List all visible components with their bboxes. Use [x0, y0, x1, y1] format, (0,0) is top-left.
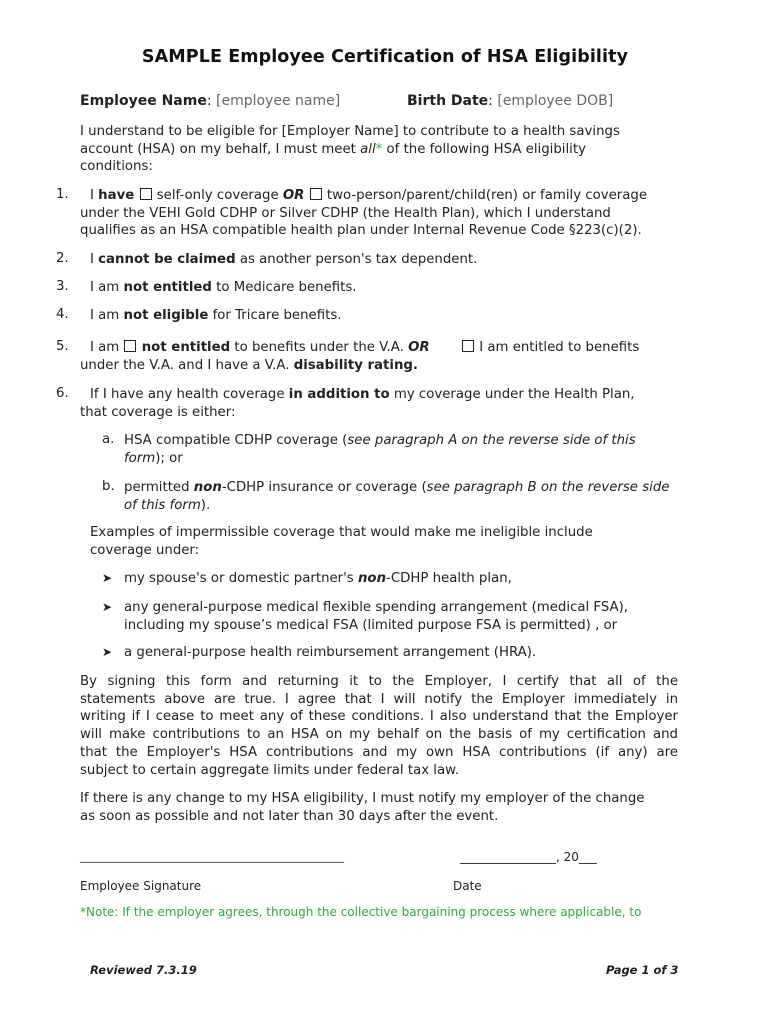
- self-only-checkbox[interactable]: [140, 188, 152, 200]
- intro-line: I understand to be eligible for [Employer Name] to contribute to a health savings: [80, 124, 620, 139]
- signature-line[interactable]: ________________________________________________: [80, 850, 344, 863]
- example-bullet-3: a general-purpose health reimbursement arrangement (HRA).: [124, 645, 537, 660]
- example-bullet-1: my spouse's or domestic partner's non-CDHP health plan,: [124, 571, 512, 586]
- family-coverage-checkbox[interactable]: [310, 188, 322, 200]
- condition-item-1: I have self-only coverage OR two-person/parent/child(ren) or family coverage under the VEHI Gold CDHP or Silver CDHP (the Health Plan), which I understand qualifies as an HSA compatible health plan under Internal Revenue Code §223(c)(2).: [80, 188, 648, 239]
- employee-name-label: Employee Name: [80, 93, 207, 109]
- footnote: *Note: If the employer agrees, through the collective bargaining process where applicable, to: [80, 905, 642, 919]
- condition-item-3: I am not entitled to Medicare benefits.: [90, 280, 357, 295]
- asterisk: *: [375, 141, 383, 157]
- sub-item-a: HSA compatible CDHP coverage (see paragraph A on the reverse side of this form); or: [124, 433, 636, 466]
- item-number: 2.: [56, 251, 69, 266]
- all-emphasis: all: [360, 141, 376, 157]
- arrow-bullet-icon: ➤: [102, 571, 113, 585]
- birth-date-placeholder[interactable]: [employee DOB]: [497, 93, 614, 109]
- arrow-bullet-icon: ➤: [102, 600, 113, 614]
- employee-name-placeholder[interactable]: [employee name]: [216, 93, 341, 109]
- arrow-bullet-icon: ➤: [102, 645, 113, 659]
- employee-name-field: Employee Name: [employee name]: [80, 93, 341, 109]
- signature-label: Employee Signature: [80, 879, 202, 893]
- birth-date-field: Birth Date: [employee DOB]: [407, 93, 614, 109]
- not-entitled-va-checkbox[interactable]: [124, 340, 136, 352]
- page-title: SAMPLE Employee Certification of HSA Eligibility: [141, 47, 629, 67]
- sub-item-label: a.: [102, 432, 115, 447]
- item-number: 1.: [56, 187, 69, 202]
- change-paragraph: If there is any change to my HSA eligibility, I must notify my employer of the change as soon as possible and not later than 30 days after the event.: [80, 791, 645, 824]
- date-label: Date: [453, 879, 482, 893]
- intro-line: conditions:: [80, 159, 153, 175]
- reviewed-date: Reviewed 7.3.19: [90, 963, 197, 977]
- entitled-va-checkbox[interactable]: [462, 340, 474, 352]
- condition-item-6: If I have any health coverage in addition to my coverage under the Health Plan, that coverage is either:: [80, 387, 635, 420]
- signing-paragraph: By signing this form and returning it to the Employer, I certify that all of the statements above are true. I agree that I will notify the Employer immediately in writing if I cease to meet any of these conditions. I also understand that the Employer will make contributions to an HSA on my behalf on the basis of my certification and that the Employer's HSA contributions and my own HSA contributions (if any) are subject to certain aggregate limits under federal tax law.: [80, 674, 678, 778]
- sub-item-b: permitted non-CDHP insurance or coverage (see paragraph B on the reverse side of this form).: [124, 480, 670, 513]
- intro-line: account (HSA) on my behalf, I must meet all* of the following HSA eligibility: [80, 141, 586, 157]
- item-number: 3.: [56, 279, 69, 294]
- condition-item-5: I am not entitled to benefits under the V.A. OR I am entitled to benefits under the V.A. and I have a V.A. disability rating.: [80, 340, 640, 373]
- item-number: 4.: [56, 307, 69, 322]
- page-number: Page 1 of 3: [606, 963, 679, 977]
- item-number: 6.: [56, 386, 69, 401]
- item-number: 5.: [56, 339, 69, 354]
- birth-date-label: Birth Date: [407, 93, 489, 109]
- condition-item-2: I cannot be claimed as another person's tax dependent.: [90, 252, 478, 267]
- condition-item-4: I am not eligible for Tricare benefits.: [90, 308, 342, 323]
- example-bullet-2: any general-purpose medical flexible spending arrangement (medical FSA), including my spouse’s medical FSA (limited purpose FSA is permitted) , or: [124, 600, 629, 633]
- sub-item-label: b.: [102, 479, 115, 494]
- date-line[interactable]: ________________, 20___: [460, 850, 597, 864]
- intro-paragraph: [80, 123, 700, 176]
- examples-paragraph: Examples of impermissible coverage that would make me ineligible include coverage under:: [90, 525, 593, 558]
